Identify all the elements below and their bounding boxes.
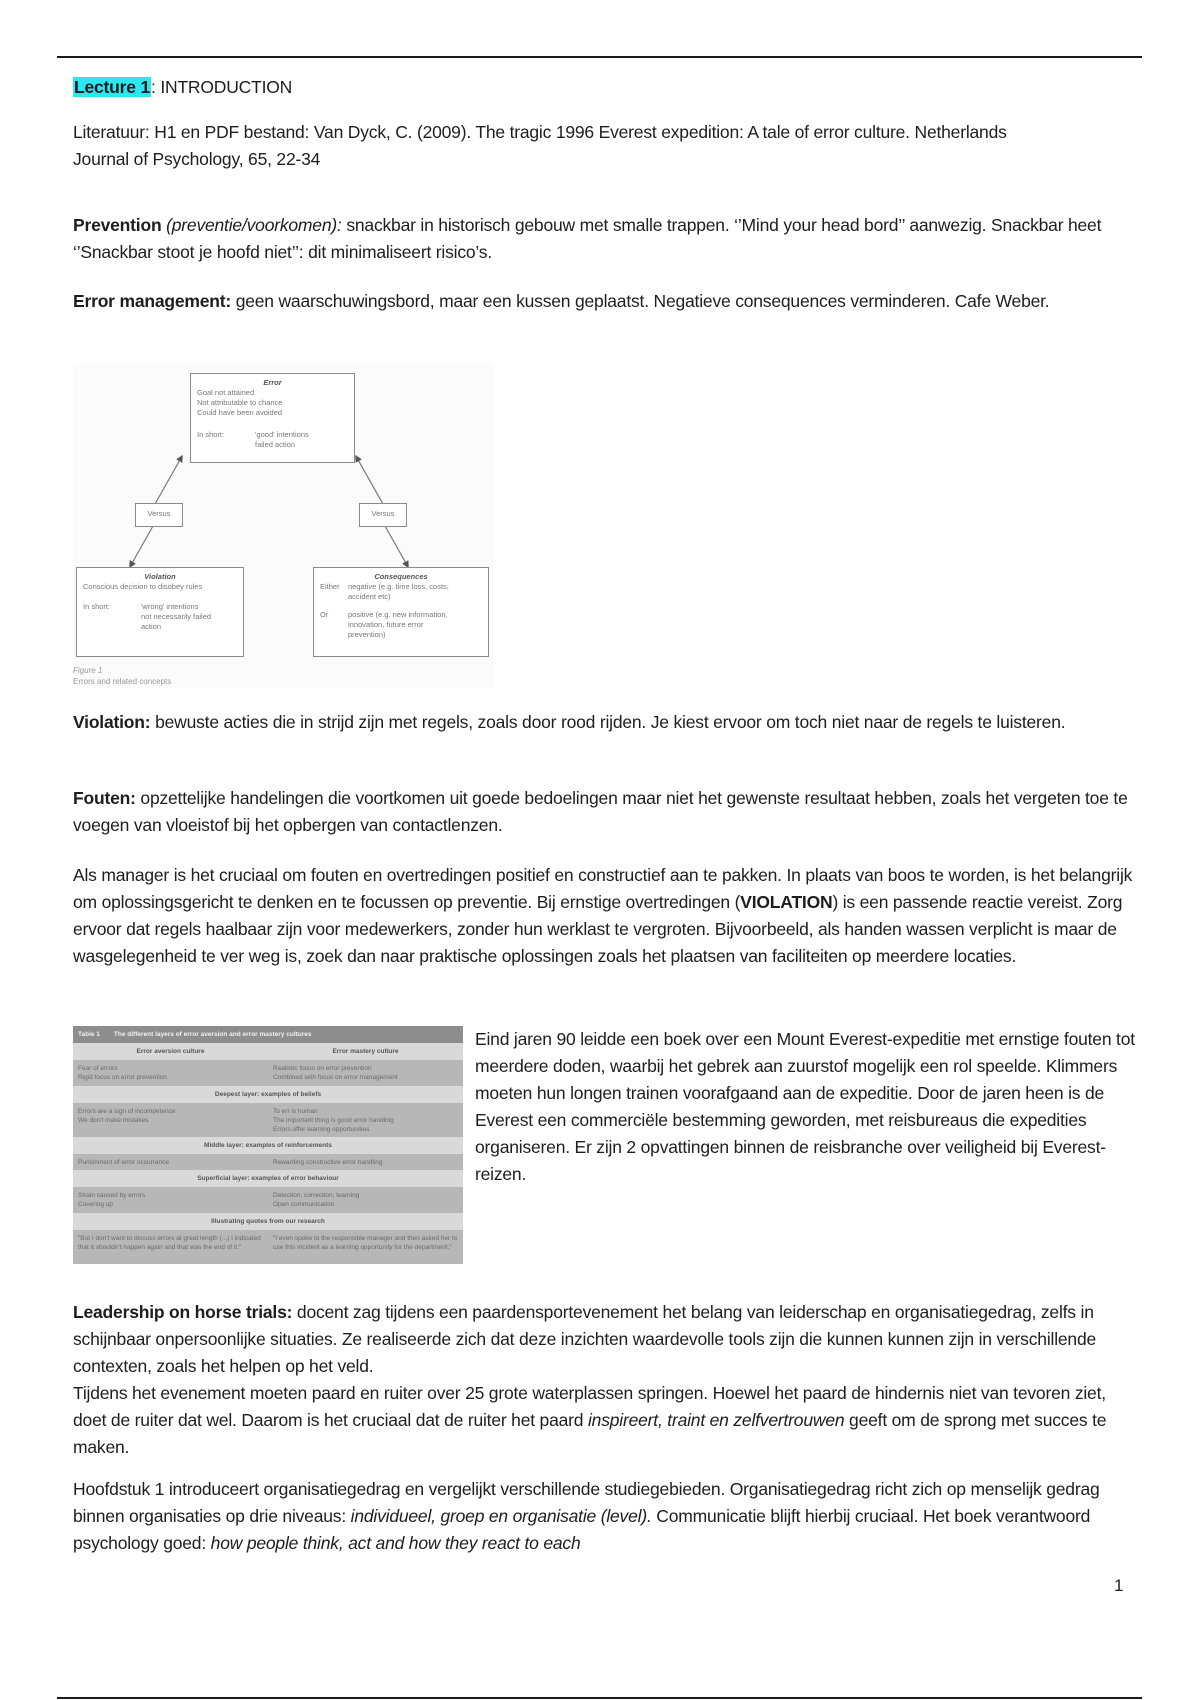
lecture-label: Lecture 1 (74, 77, 151, 97)
table-row (73, 1154, 463, 1170)
prevention-gloss: (preventie/voorkomen): (166, 215, 342, 235)
either-line: accident etc) (348, 592, 391, 601)
horse-italic: inspireert, traint en zelfvertrouwen (587, 1410, 845, 1430)
versus-left-box: Versus (135, 503, 183, 527)
literature-reference: Literatuur: H1 en PDF bestand: Van Dyck, C. (2009). The tragic 1996 Everest expedition: A tale of error culture. Netherlands Journal of Psychology, 65, 22-34 (73, 122, 1007, 169)
fouten-paragraph (73, 785, 1133, 839)
horse-term: Leadership on horse trials: (73, 1302, 293, 1322)
hoofdstuk-paragraph (73, 1476, 1133, 1557)
or-line: prevention) (348, 630, 386, 639)
table-cell: Errors are a sign of incompetence We don't make mistakes (78, 1108, 176, 1124)
column-header: Error aversion culture (136, 1048, 205, 1055)
table-section-row: Deepest layer: examples of beliefs (73, 1086, 463, 1103)
column-header: Error mastery culture (332, 1048, 399, 1055)
hoofdstuk-text: Communicatie blijft hierbij cruciaal. Het boek verantwoord psychology goed: (73, 1506, 1091, 1553)
consequences-box (313, 567, 489, 657)
or-line: innovation, future error (348, 620, 424, 629)
table-cell: "But I don't want to discuss errors at great length (...) I indicated that it shouldn't happen again and that was the end of it." (78, 1235, 261, 1251)
table-row (73, 1060, 463, 1086)
versus-right-box: Versus (359, 503, 407, 527)
table-cell: Realistic focus on error prevention Combined with focus on error management (273, 1065, 398, 1081)
violation-box-short-line: action (141, 622, 162, 631)
table-section-row: Middle layer: examples of reinforcements (73, 1137, 463, 1154)
manager-text-after: ) is een passende reactie vereist. Zorg ervoor dat regels haalbaar zijn voor medewerkers, zonder hun werklast te vergroten. Bijvoorbeeld, als handen wassen verplicht is maar de wasgelegenheid te ver weg is, zoek dan naar praktische oplossingen zoals het plaatsen van faciliteiten op meerdere locaties. (73, 892, 1123, 966)
table-caption (73, 1026, 463, 1043)
either-line: negative (e.g. time loss, costs, (348, 582, 449, 591)
table-cell: Rewarding constructive error handling (273, 1159, 383, 1166)
violation-box-title: Violation (144, 572, 176, 581)
error-box-line: Goal not attained (197, 388, 255, 397)
error-box-short-line: failed action (255, 440, 296, 449)
table-row (73, 1230, 463, 1264)
violation-box (76, 567, 244, 657)
manager-paragraph (73, 862, 1133, 970)
violation-box-short-line: not necessarily failed (141, 612, 212, 621)
prevention-term: Prevention (73, 215, 162, 235)
manager-bold: VIOLATION (740, 892, 833, 912)
prevention-paragraph (73, 212, 1133, 266)
hoofdstuk-italic: how people think, act and how they react to each (210, 1533, 581, 1553)
fouten-term: Fouten: (73, 788, 136, 808)
table-caption-text: The different layers of error aversion and error mastery cultures (113, 1031, 312, 1038)
table-cell: Punishment of error occurrence (78, 1159, 170, 1166)
table-section-row: Illustrating quotes from our research (73, 1213, 463, 1230)
error-culture-table (73, 1026, 463, 1264)
table-cell: Fear of errors Rigid focus on error prevention (78, 1065, 167, 1081)
table-section-row: Superficial layer: examples of error behaviour (73, 1170, 463, 1187)
lecture-title (73, 74, 292, 101)
table-caption-label: Table 1 (78, 1031, 100, 1038)
error-box-short-label: In short: (197, 430, 225, 439)
error-box-line: Could have been avoided (197, 408, 283, 417)
error-box-line: Not attributable to chance (197, 398, 283, 407)
horse-text: Tijdens het evenement moeten paard en ruiter over 25 grote waterplassen springen. Hoewel het paard de hindernis niet van tevoren ziet, doet de ruiter dat wel. Daarom is het cruciaal dat de ruiter het paard (73, 1383, 1106, 1430)
error-management-paragraph (73, 288, 1133, 315)
hoofdstuk-text: Hoofdstuk 1 introduceert organisatiegedrag en vergelijkt verschillende studiegebieden. Organisatiegedrag richt zich op menselijk gedrag binnen organisaties op drie niveaus: (73, 1479, 1100, 1526)
or-line: positive (e.g. new information, (348, 610, 448, 619)
everest-paragraph: Eind jaren 90 leidde een boek over een Mount Everest-expeditie met ernstige fouten tot meerdere doden, waarbij het gebrek aan zuurstof mogelijk een rol speelde. Klimmers moeten hun longen trainen voorafgaand aan de expeditie. Door de jaren heen is de Everest een commerciële bestemming geworden, met reisbureaus die expedities organiseren. Er zijn 2 opvattingen binnen de reisbranche over veiligheid bij Everest-reizen. (475, 1029, 1135, 1184)
violation-term: Violation: (73, 712, 151, 732)
title-text: : INTRODUCTION (151, 77, 293, 97)
error-management-text: geen waarschuwingsbord, maar een kussen geplaatst. Negatieve consequences verminderen. Cafe Weber. (231, 291, 1050, 311)
violation-box-short-label: In short: (83, 602, 111, 611)
consequences-box-title: Consequences (374, 572, 428, 581)
horse-trials-paragraph (73, 1299, 1133, 1461)
table-cell: Strain caused by errors Covering up (78, 1192, 146, 1208)
table-cell: "I even spoke to the responsible manager and then asked her to use this incident as a learning opportunity for the department." (273, 1235, 458, 1251)
violation-box-line: Conscious decision to disobey rules (83, 582, 203, 591)
table-row (73, 1103, 463, 1137)
table-header-row (73, 1043, 463, 1060)
table-cell: Detection, correction, learning Open communication (273, 1192, 360, 1208)
manager-text-before: Als manager is het cruciaal om fouten en overtredingen positief en constructief aan te pakken. In plaats van boos te worden, is het belangrijk om oplossingsgericht te denken en te focussen op preventie. Bij ernstige overtredingen ( (73, 865, 1133, 912)
horse-text: geeft om de sprong met succes te maken. (73, 1410, 1107, 1457)
hoofdstuk-italic: individueel, groep en organisatie (level). (350, 1506, 652, 1526)
either-label: Either (320, 582, 340, 591)
or-label: Or (320, 610, 329, 619)
error-box-title: Error (263, 378, 282, 387)
page-number: 1 (1114, 1576, 1124, 1595)
figure-caption (73, 665, 171, 687)
prevention-text: snackbar in historisch gebouw met smalle trappen. ‘’Mind your head bord’’ aanwezig. Snackbar heet ‘’Snackbar stoot je hoofd niet’’: dit minimaliseert risico’s. (73, 215, 1102, 262)
error-box (190, 373, 355, 463)
violation-box-short-line: 'wrong' intentions (141, 602, 199, 611)
error-management-term: Error management: (73, 291, 232, 311)
error-box-short-line: 'good' intentions (255, 430, 309, 439)
figure-caption-text: Errors and related concepts (73, 677, 172, 686)
top-rule (57, 56, 1142, 58)
figure-caption-label: Figure 1 (73, 666, 103, 675)
bottom-rule (57, 1697, 1142, 1699)
error-concepts-figure (73, 363, 493, 688)
horse-text: docent zag tijdens een paardensportevenement het belang van leiderschap en organisatiegedrag, zelfs in schijnbaar onpersoonlijke situaties. Ze realiseerde zich dat deze inzichten waardevolle tools zijn die kunnen kunnen zijn in verschillende contexten, zoals het helpen op het veld. (73, 1302, 1097, 1376)
fouten-text: opzettelijke handelingen die voortkomen uit goede bedoelingen maar niet het gewenste resultaat hebben, zoals het vergeten toe te voegen van vloeistof bij het opbergen van contactlenzen. (73, 788, 1128, 835)
table-row (73, 1187, 463, 1213)
violation-paragraph (73, 709, 1133, 736)
table-cell: To err is human The important thing is good error handling Errors offer learning opportunities (273, 1108, 394, 1133)
violation-text: bewuste acties die in strijd zijn met regels, zoals door rood rijden. Je kiest ervoor om toch niet naar de regels te luisteren. (150, 712, 1066, 732)
